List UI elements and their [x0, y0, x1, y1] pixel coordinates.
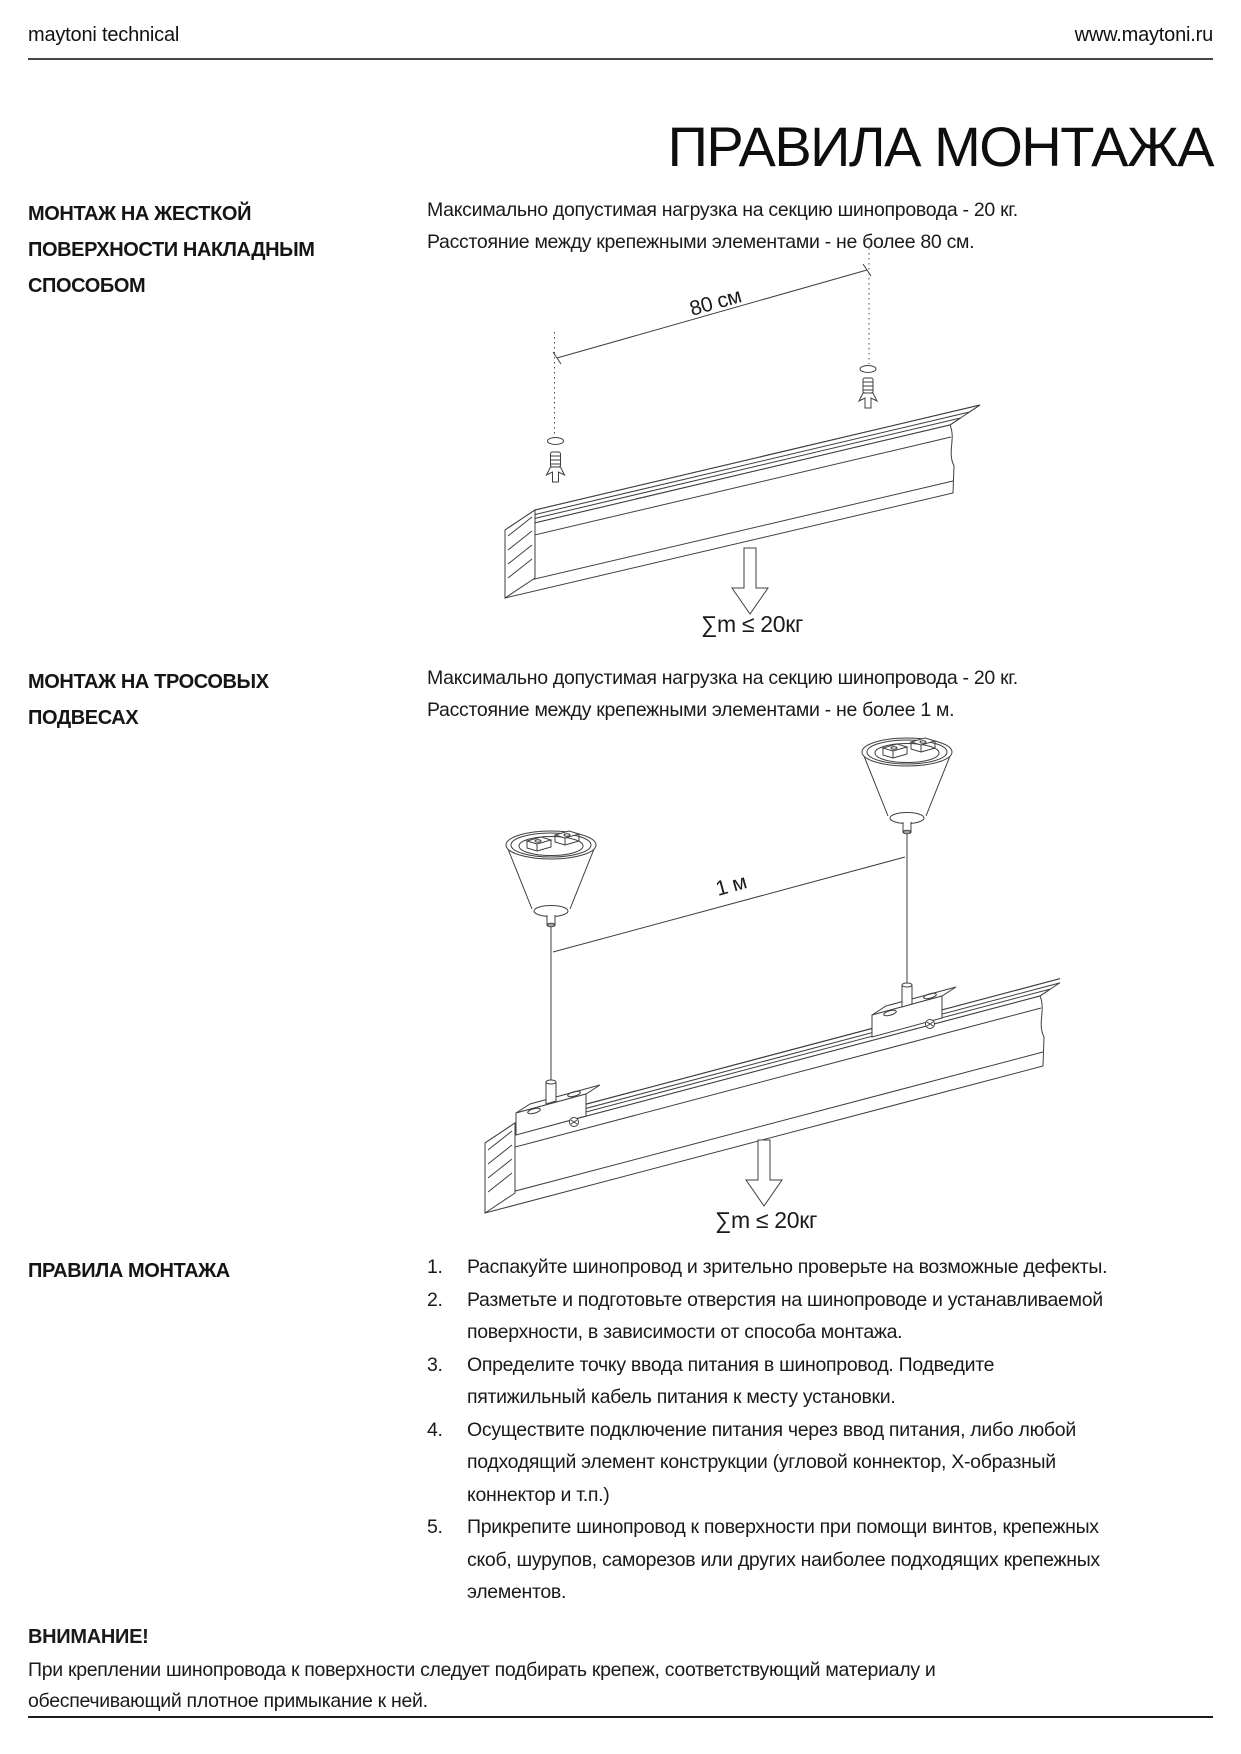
- canopy-right-icon: [862, 738, 952, 834]
- list-item: 1. Распакуйте шинопровод и зрительно проверьте на возможные дефекты.: [427, 1256, 1108, 1278]
- list-item: 5. Прикрепите шинопровод к поверхности при помощи винтов, крепежных скоб, шурупов, саморезов или других наиболее подходящих крепежных элементов.: [427, 1516, 1100, 1603]
- footer-divider: [28, 1716, 1213, 1718]
- load-label: ∑m ≤ 20кг: [714, 1207, 818, 1233]
- figure-surface-mount: [440, 240, 1060, 640]
- brand-text: maytoni technical: [28, 24, 180, 46]
- dimension-line-1m: [553, 857, 905, 952]
- load-arrow-icon: [732, 548, 768, 614]
- page-title: ПРАВИЛА МОНТАЖА: [667, 114, 1213, 178]
- load-arrow-icon: [746, 1140, 782, 1206]
- track-drawing: [505, 405, 980, 598]
- warning-text: При креплении шинопровода к поверхности следует подбирать крепеж, соответствующий материалу и обеспечивающий плотное примыкание к ней.: [28, 1659, 936, 1712]
- body-line: Расстояние между крепежными элементами - не более 1 м.: [427, 699, 955, 721]
- dimension-label: 1 м: [713, 870, 750, 901]
- dimension-label: 80 см: [687, 284, 745, 321]
- website-text: www.maytoni.ru: [1074, 24, 1213, 46]
- section-body-cable-suspension: [427, 662, 1227, 726]
- list-item: 4. Осуществите подключение питания через ввод питания, либо любой подходящий элемент конструкции (угловой коннектор, Х-образный коннектор и т.п.): [427, 1418, 1076, 1506]
- figure-cable-suspension: [440, 730, 1060, 1250]
- canopy-left-icon: [506, 831, 596, 927]
- list-item: 3. Определите точку ввода питания в шинопровод. Подведите пятижильный кабель питания к месту установки.: [427, 1353, 995, 1408]
- section-heading-surface-mount: МОНТАЖ НА ЖЕСТКОЙ ПОВЕРХНОСТИ НАКЛАДНЫМ СПОСОБОМ: [28, 203, 315, 297]
- body-line: Максимально допустимая нагрузка на секцию шинопровода - 20 кг.: [427, 199, 1018, 221]
- body-line: Расстояние между крепежными элементами - не более 80 см.: [427, 231, 975, 253]
- screw-anchor-left-icon: [547, 332, 565, 482]
- load-label: ∑m ≤ 20кг: [700, 611, 804, 637]
- body-line: Максимально допустимая нагрузка на секцию шинопровода - 20 кг.: [427, 667, 1018, 689]
- section-heading-rules: ПРАВИЛА МОНТАЖА: [28, 1260, 230, 1282]
- section-heading-cable-suspension: МОНТАЖ НА ТРОСОВЫХ ПОДВЕСАХ: [28, 671, 269, 729]
- list-item: 2. Разметьте и подготовьте отверстия на шинопроводе и устанавливаемой поверхности, в зависимости от способа монтажа.: [427, 1288, 1103, 1343]
- installation-steps-list: [427, 1251, 1237, 1609]
- header-divider: [28, 58, 1213, 60]
- dimension-line-80cm: [553, 264, 871, 364]
- warning-title: ВНИМАНИЕ!: [28, 1626, 149, 1648]
